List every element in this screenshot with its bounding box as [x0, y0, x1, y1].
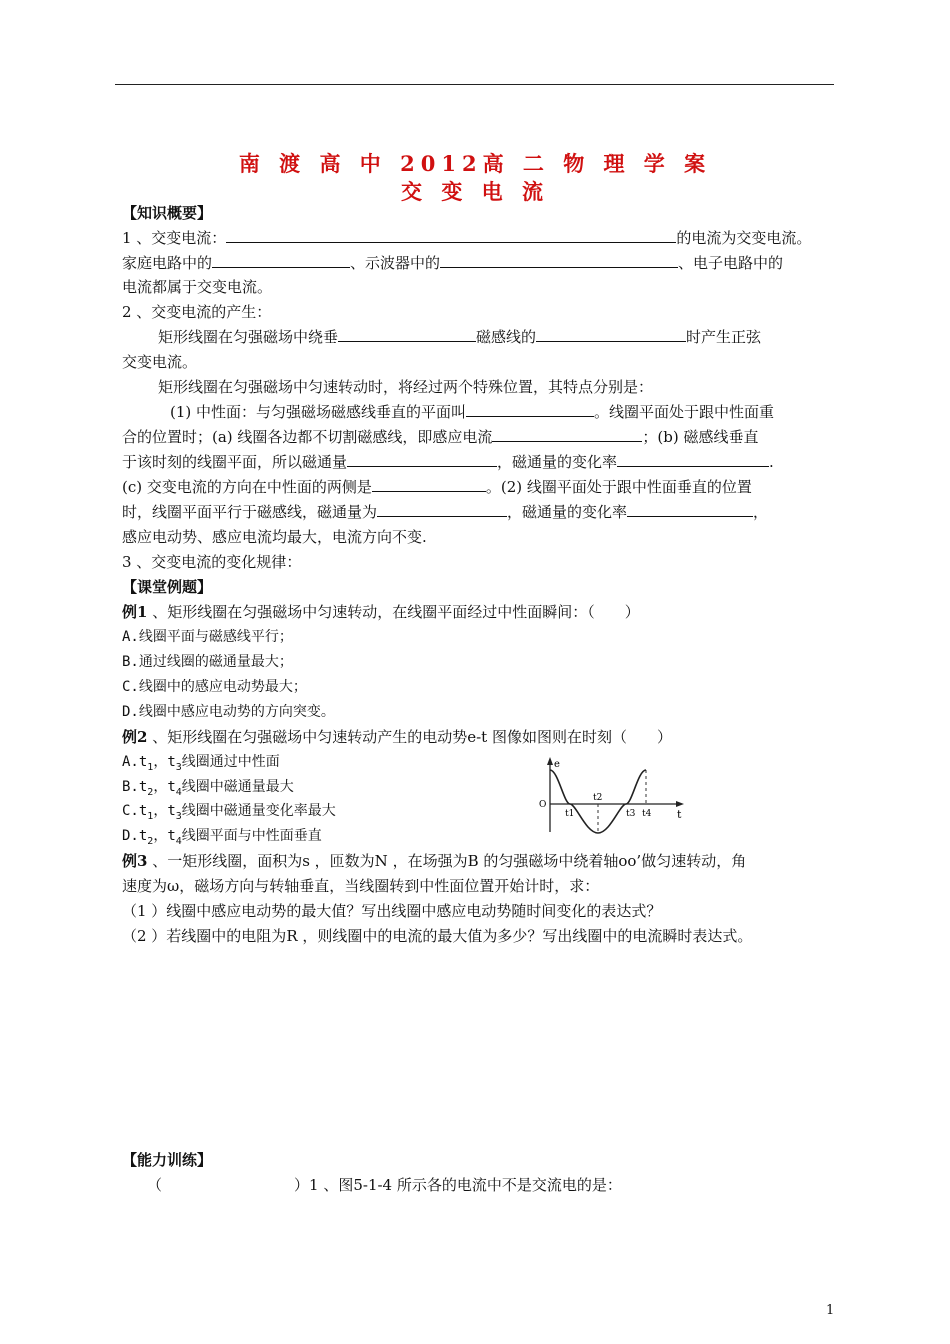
example-2-option-b: $B.t_2$，$t_4$线圈中磁通量最大	[122, 779, 294, 798]
example-1-option-c: C.线圈中的感应电动势最大；	[122, 679, 307, 695]
example-1-option-b: B.通过线圈的磁通量最大；	[122, 654, 293, 670]
t1-label: t1	[565, 809, 575, 819]
fill-blank[interactable]	[617, 452, 769, 467]
example-1-question: 例1 、矩形线圈在匀强磁场中匀速转动，在线圈平面经过中性面瞬间：（ ）	[122, 603, 640, 621]
overview-line-14: 3 、交变电流的变化规律：	[122, 553, 302, 571]
fill-blank[interactable]	[377, 502, 507, 517]
x-axis-label: t	[677, 808, 682, 821]
page-title: 南 渡 高 中 2012高 二 物 理 学 案	[238, 151, 712, 176]
example-3-question: 例3 、一矩形线圈，面积为s ，匝数为N ，在场强为B 的匀强磁场中绕着轴oo’做匀速转动，角	[122, 852, 747, 870]
y-axis-label: e	[554, 759, 560, 770]
fill-blank[interactable]	[536, 327, 686, 342]
fill-blank[interactable]	[372, 477, 486, 492]
fill-blank[interactable]	[338, 327, 476, 342]
overview-line-12: 时，线圈平面平行于磁感线，磁通量为 ，磁通量的变化率 ，	[122, 503, 769, 521]
example-2-option-c: $C.t_1$，$t_3$线圈中磁通量变化率最大	[122, 803, 336, 822]
example-2-option-a: $A.t_1$，$t_3$线圈通过中性面	[122, 754, 280, 773]
section-heading-overview: 【知识概要】	[122, 204, 213, 222]
overview-line-13: 感应电动势、感应电流均最大，电流方向不变.	[122, 528, 427, 546]
t2-label: t2	[593, 793, 603, 803]
y-axis-arrow	[547, 757, 553, 765]
overview-line-10: 于该时刻的线圈平面，所以磁通量 ，磁通量的变化率 .	[122, 453, 774, 471]
overview-line-11: (c) 交变电流的方向在中性面的两侧是 。(2) 线圈平面处于跟中性面垂直的位置	[122, 478, 752, 496]
fill-blank[interactable]	[347, 452, 497, 467]
example-2-question: 例2 、矩形线圈在匀强磁场中匀速转动产生的电动势e-t 图像如图则在时刻（ ）	[122, 728, 672, 746]
e-t-graph	[536, 756, 686, 836]
overview-line-6: 交变电流。	[122, 353, 198, 371]
overview-line-8: (1) 中性面：与匀强磁场磁感线垂直的平面叫 。线圈平面处于跟中性面重	[170, 403, 775, 421]
x-axis-arrow	[676, 801, 684, 807]
origin-label: O	[539, 800, 547, 810]
t3-label: t3	[626, 809, 636, 819]
example-1-option-d: D.线圈中感应电动势的方向突变。	[122, 704, 335, 720]
overview-line-1: 1 、交变电流： 的电流为交变电流。	[122, 229, 812, 247]
t4-label: t4	[642, 809, 652, 819]
fill-blank[interactable]	[212, 253, 350, 268]
example-2-option-d: $D.t_2$，$t_4$线圈平面与中性面垂直	[122, 828, 322, 847]
overview-line-4: 2 、交变电流的产生：	[122, 303, 272, 321]
page-number: 1	[826, 1303, 835, 1318]
fill-blank[interactable]	[440, 253, 678, 268]
training-question-1: （ ）1 、图5-1-4 所示各的电流中不是交流电的是：	[147, 1176, 622, 1194]
overview-line-5: 矩形线圈在匀强磁场中绕垂 磁感线的 时产生正弦	[158, 328, 762, 346]
overview-line-2: 家庭电路中的 、示波器中的 、电子电路中的	[122, 254, 784, 272]
section-heading-examples: 【课堂例题】	[122, 578, 213, 596]
section-heading-training: 【能力训练】	[122, 1151, 213, 1169]
example-3-line-2: 速度为ω，磁场方向与转轴垂直，当线圈转到中性面位置开始计时，求：	[122, 877, 600, 895]
overview-line-9: 合的位置时；(a) 线圈各边都不切割磁感线，即感应电流 ；(b) 磁感线垂直	[122, 428, 759, 446]
example-1-option-a: A.线圈平面与磁感线平行；	[122, 629, 293, 645]
fill-blank[interactable]	[226, 228, 676, 243]
fill-blank[interactable]	[627, 502, 753, 517]
header-rule	[115, 84, 834, 85]
example-3-subquestion-2: （2 ）若线圈中的电阻为R ，则线圈中的电流的最大值为多少？写出线圈中的电流瞬时表达式。	[122, 927, 753, 945]
overview-line-7: 矩形线圈在匀强磁场中匀速转动时，将经过两个特殊位置，其特点分别是：	[158, 378, 654, 396]
example-3-subquestion-1: （1 ）线圈中感应电动势的最大值？写出线圈中感应电动势随时间变化的表达式？	[122, 902, 662, 920]
fill-blank[interactable]	[492, 427, 642, 442]
fill-blank[interactable]	[466, 402, 594, 417]
overview-line-3: 电流都属于交变电流。	[122, 278, 273, 296]
page-subtitle: 交 变 电 流	[401, 179, 549, 204]
